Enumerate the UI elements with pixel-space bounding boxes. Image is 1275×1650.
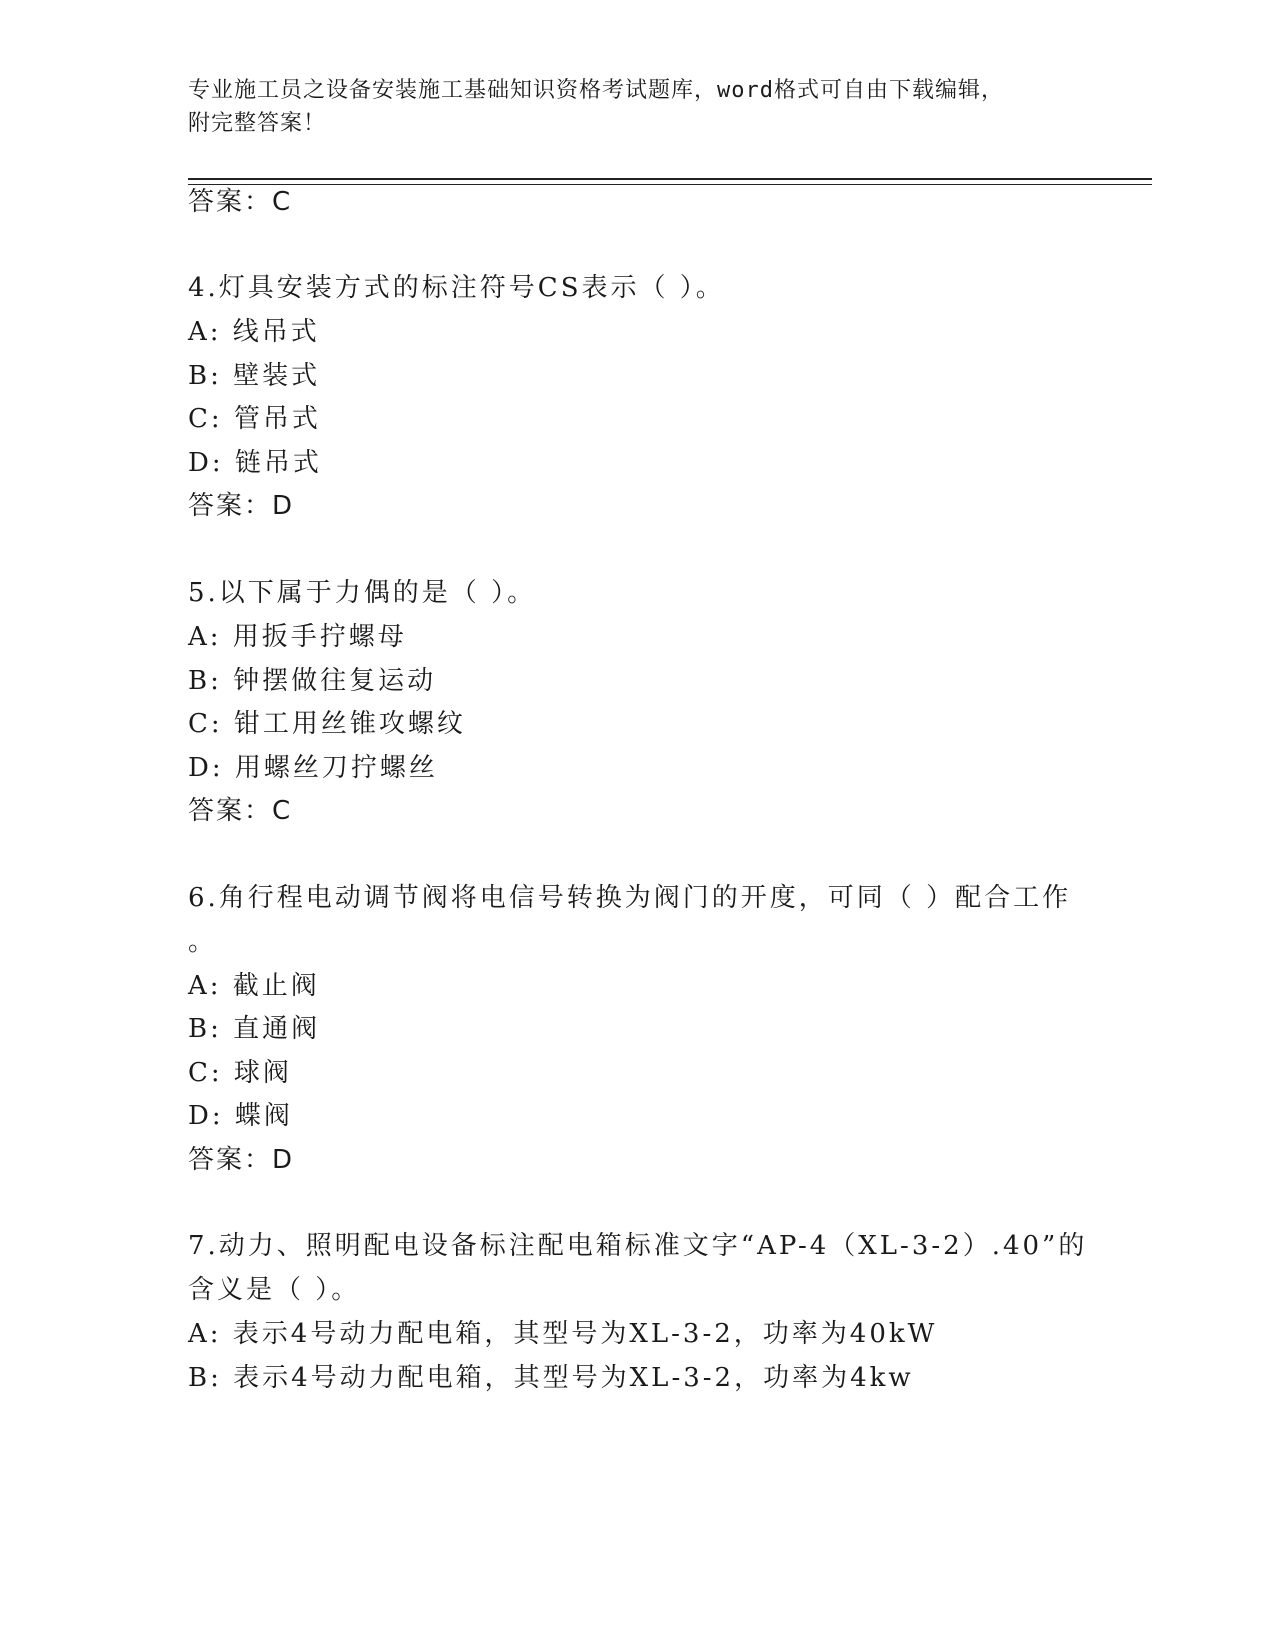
q4-option-b: B: 壁装式 [188,361,321,391]
question-7-line-2: 含义是（ ）。 [188,1275,361,1305]
answer-q3: 答案：C [188,187,293,217]
question-6-line-2: 。 [188,927,218,957]
question-6-line-1: 6.角行程电动调节阀将电信号转换为阀门的开度，可同（ ）配合工作 [188,883,1072,913]
q7-option-a: A: 表示4号动力配电箱，其型号为XL-3-2，功率为40kW [188,1319,938,1349]
q6-option-a: A: 截止阀 [188,971,320,1001]
question-4: 4.灯具安装方式的标注符号CS表示（ ）。 [188,273,725,303]
answer-q6: 答案：D [188,1145,295,1175]
q5-option-b: B: 钟摆做往复运动 [188,666,437,696]
question-5: 5.以下属于力偶的是（ ）。 [188,578,537,608]
q6-option-c: C: 球阀 [188,1058,292,1088]
document-header [188,74,1088,140]
q4-option-c: C: 管吊式 [188,404,321,434]
q5-option-c: C: 钳工用丝锥攻螺纹 [188,709,466,739]
q6-option-b: B: 直通阀 [188,1014,321,1044]
q6-option-d: D: 蝶阀 [188,1101,293,1131]
q5-option-a: A: 用扳手拧螺母 [188,622,407,652]
q7-option-b: B: 表示4号动力配电箱，其型号为XL-3-2，功率为4kw [188,1363,914,1393]
q4-option-a: A: 线吊式 [188,317,320,347]
question-7-line-1: 7.动力、照明配电设备标注配电箱标准文字“AP-4（XL-3-2）.40”的 [188,1231,1088,1261]
q4-option-d: D: 链吊式 [188,448,322,478]
answer-q5: 答案：C [188,796,293,826]
header-rule-thin [188,184,1152,185]
q5-option-d: D: 用螺丝刀拧螺丝 [188,753,438,783]
header-line-2: 附完整答案！ [188,111,327,136]
header-line-1: 专业施工员之设备安装施工基础知识资格考试题库，word格式可自由下载编辑， [188,78,1004,103]
answer-q4: 答案：D [188,491,295,521]
header-rule-thick [188,178,1152,180]
